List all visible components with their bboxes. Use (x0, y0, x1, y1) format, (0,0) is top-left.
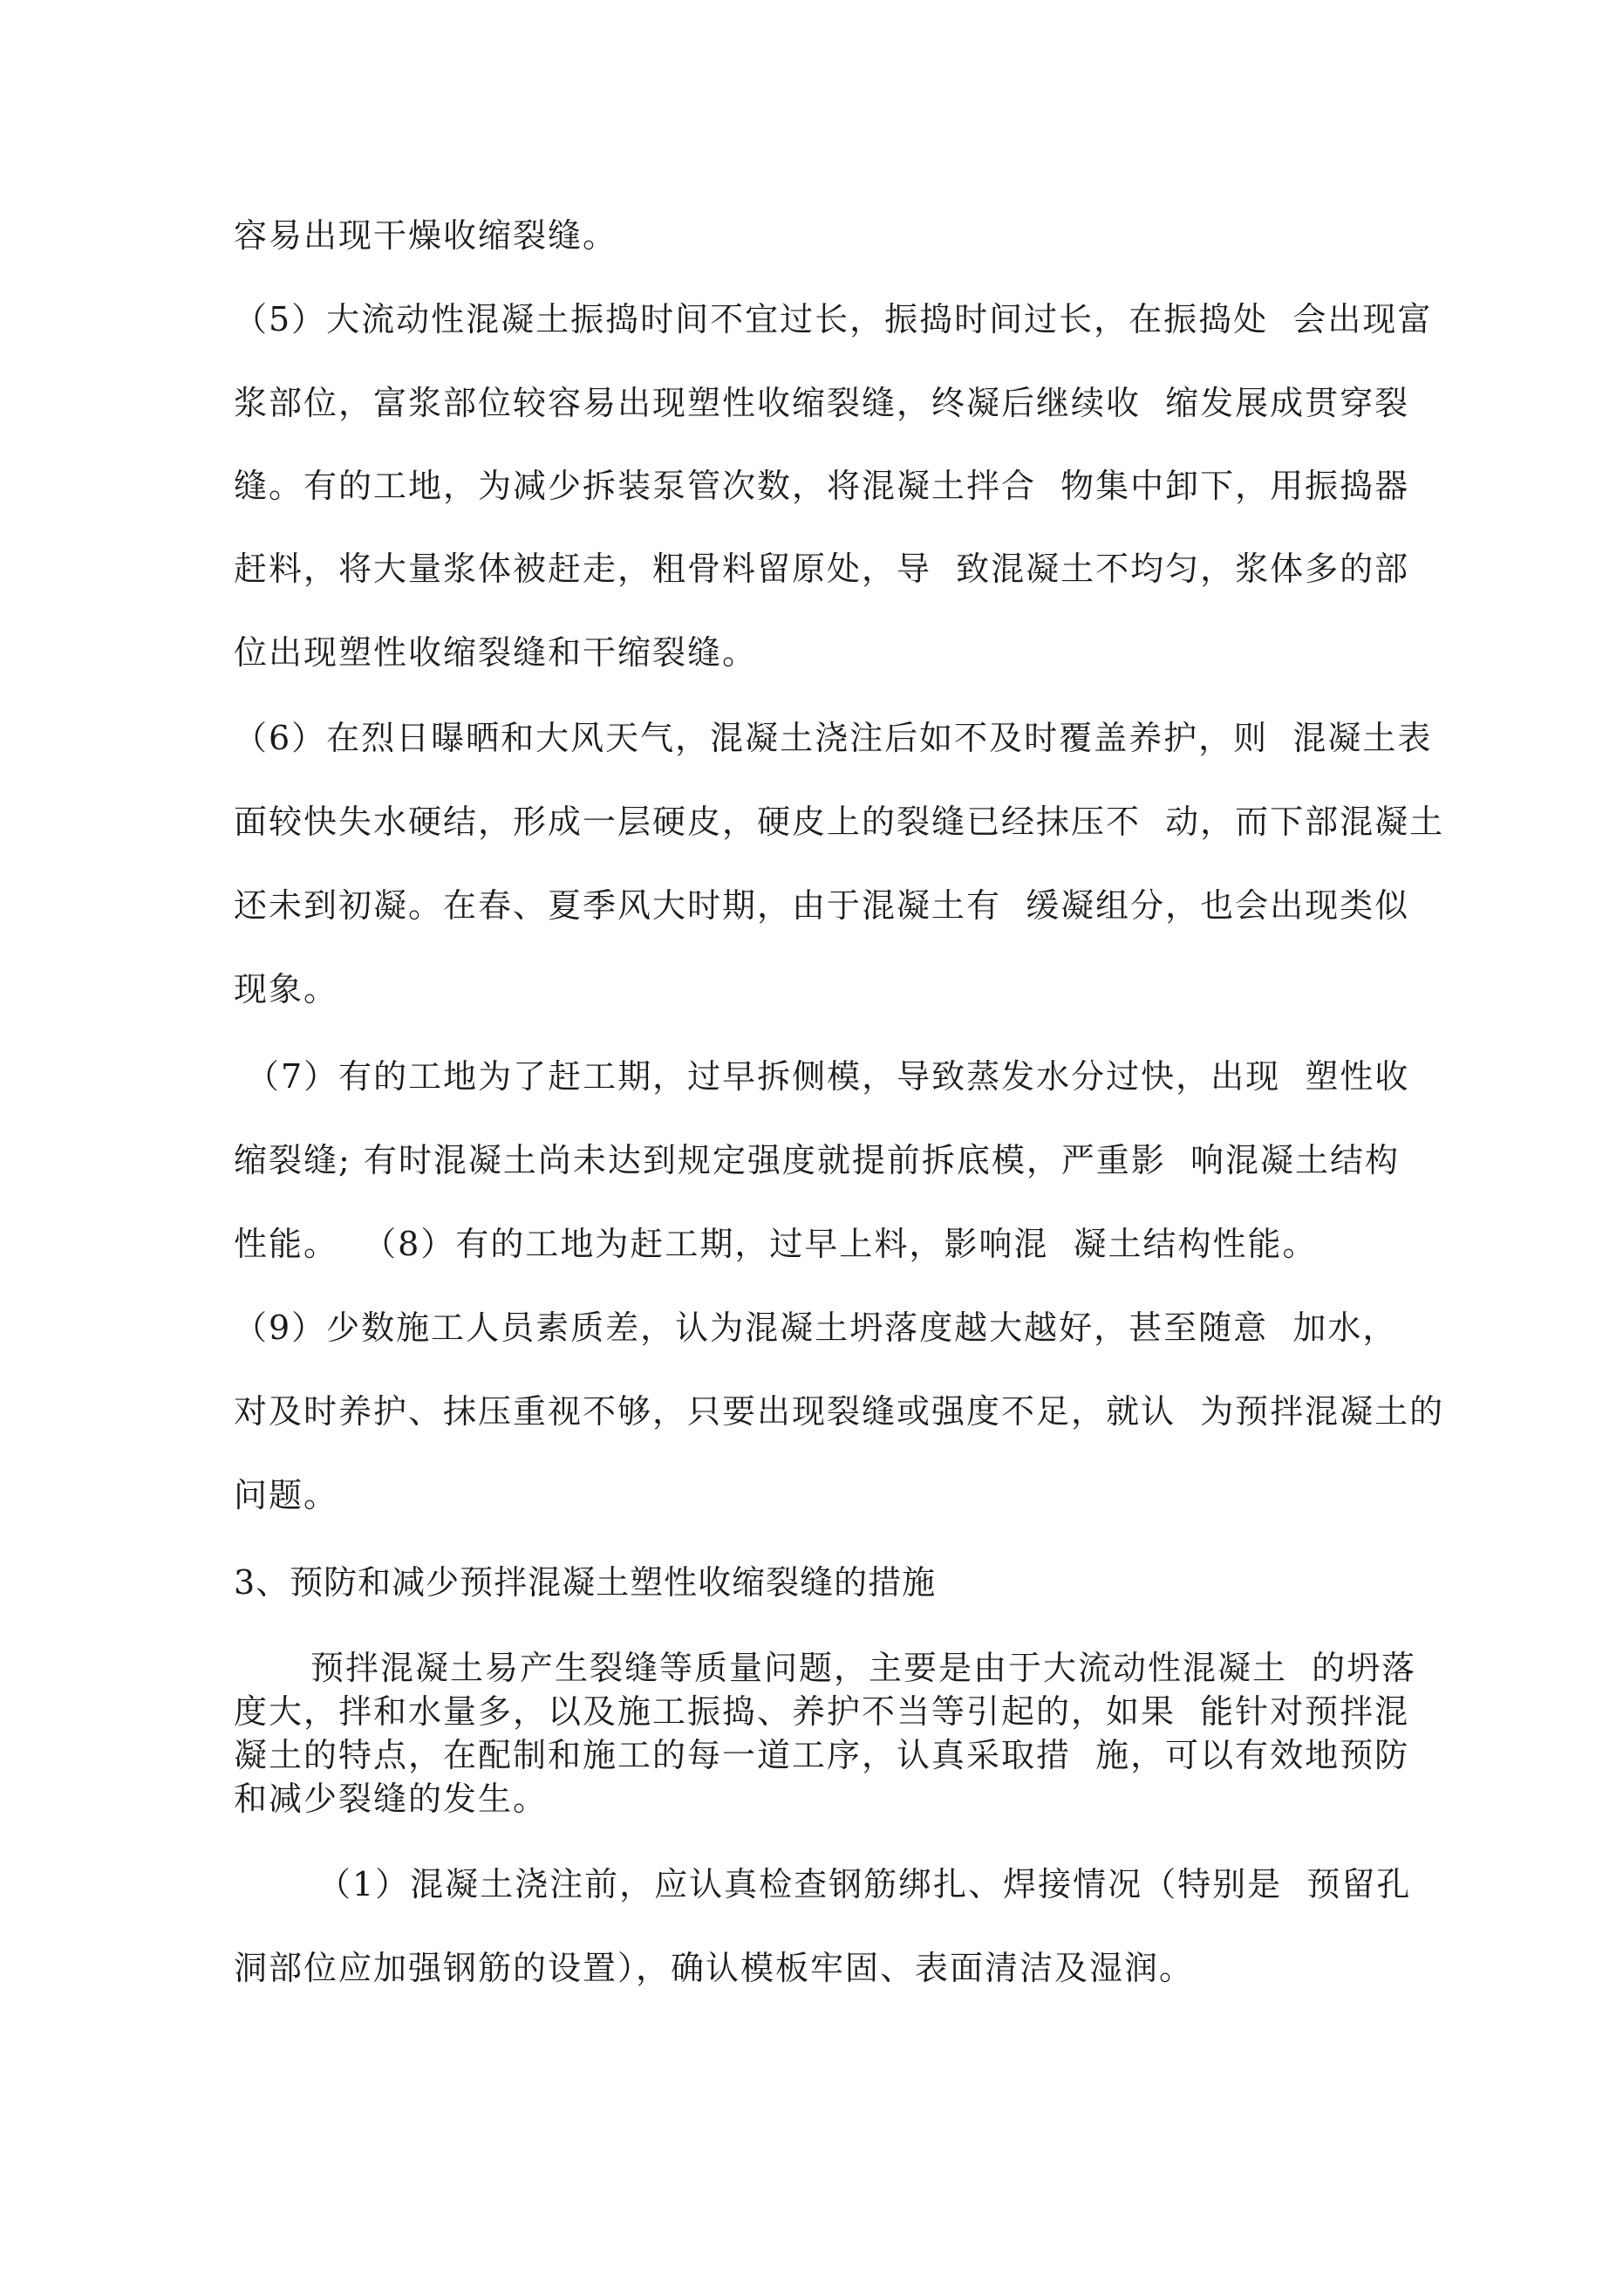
text-line: 位出现塑性收缩裂缝和干缩裂缝。 (234, 633, 758, 672)
text-line: （1）混凝土浇注前，应认真检查钢筋绑扎、焊接情况（特别是 预留孔 (317, 1865, 1412, 1903)
text-line: 和减少裂缝的发生。 (234, 1780, 549, 1818)
text-line: （9）少数施工人员素质差，认为混凝土坍落度越大越好，甚至随意 加水， (234, 1309, 1398, 1347)
text-line: （5）大流动性混凝土振捣时间不宜过长，振捣时间过长，在振捣处 会出现富 (234, 300, 1433, 338)
text-line: 赶料，将大量浆体被赶走，粗骨料留原处，导 致混凝土不均匀，浆体多的部 (234, 550, 1410, 588)
text-line: 性能。 （8）有的工地为赶工期，过早上料，影响混 凝土结构性能。 (234, 1225, 1318, 1263)
text-line: 现象。 (234, 970, 339, 1008)
text-line: 洞部位应加强钢筋的设置），确认模板牢固、表面清洁及湿润。 (234, 1949, 1195, 1987)
section-heading: 3、预防和减少预拌混凝土塑性收缩裂缝的措施 (234, 1563, 937, 1602)
text-line: 凝土的特点，在配制和施工的每一道工序，认真采取措 施，可以有效地预防 (234, 1736, 1410, 1774)
text-line: 面较快失水硬结，形成一层硬皮，硬皮上的裂缝已经抹压不 动，而下部混凝土 (234, 803, 1445, 841)
text-line: 度大，拌和水量多，以及施工振捣、养护不当等引起的，如果 能针对预拌混 (234, 1692, 1410, 1731)
text-line: 浆部位，富浆部位较容易出现塑性收缩裂缝，终凝后继续收 缩发展成贯穿裂 (234, 384, 1410, 422)
text-line: （6）在烈日曝晒和大风天气，混凝土浇注后如不及时覆盖养护，则 混凝土表 (234, 719, 1433, 757)
text-line: 对及时养护、抹压重视不够，只要出现裂缝或强度不足，就认 为预拌混凝土的 (234, 1392, 1445, 1431)
text-line: 缝。有的工地，为减少拆装泵管次数，将混凝土拌合 物集中卸下，用振捣器 (234, 467, 1410, 505)
text-line: 问题。 (234, 1476, 339, 1514)
text-line: （7）有的工地为了赶工期，过早拆侧模，导致蒸发水分过快，出现 塑性收 (246, 1057, 1410, 1096)
text-line: 缩裂缝; 有时混凝土尚未达到规定强度就提前拆底模，严重影 响混凝土结构 (234, 1141, 1401, 1179)
text-line: 容易出现干燥收缩裂缝。 (234, 216, 618, 255)
text-line: 还未到初凝。在春、夏季风大时期，由于混凝土有 缓凝组分，也会出现类似 (234, 886, 1410, 925)
text-line: 预拌混凝土易产生裂缝等质量问题，主要是由于大流动性混凝土 的坍落 (310, 1649, 1417, 1687)
